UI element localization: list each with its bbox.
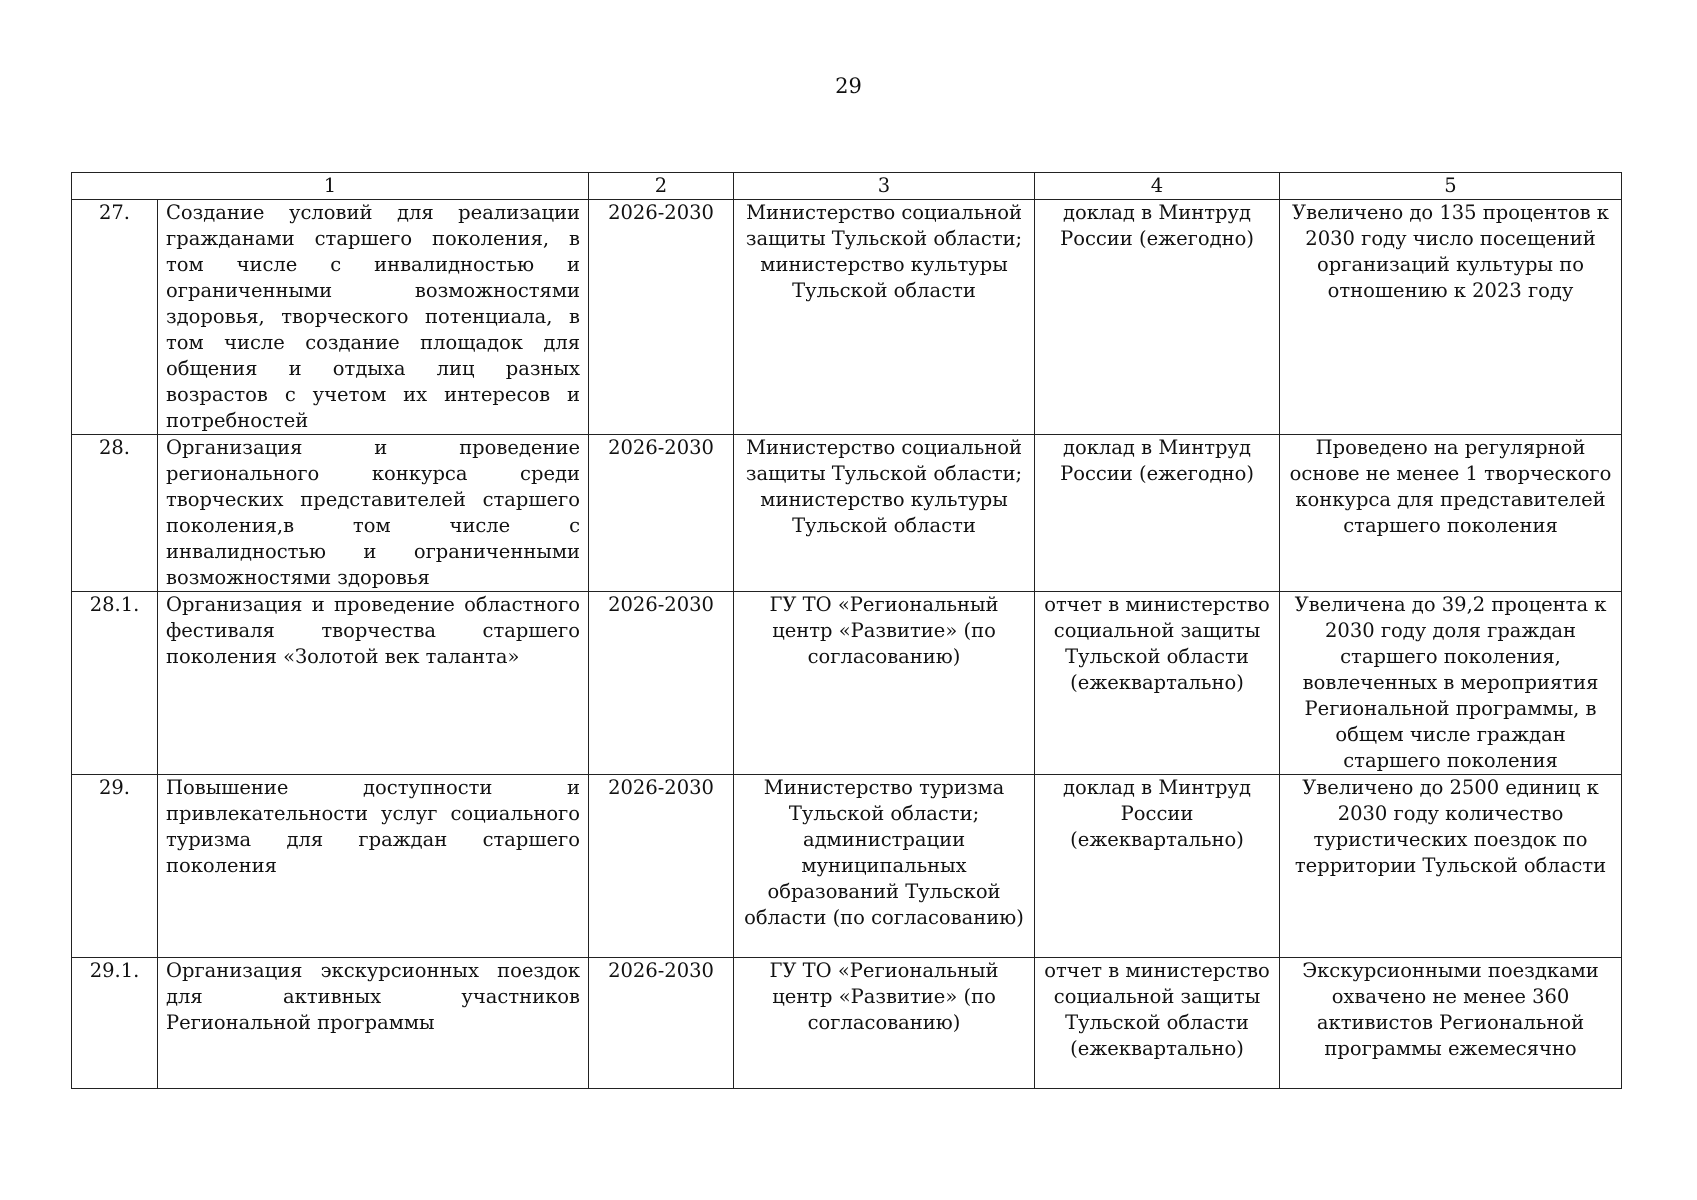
period: 2026-2030 bbox=[589, 775, 734, 958]
executor: Министерство социальной защиты Тульской области; министерство культуры Тульской области bbox=[734, 435, 1035, 592]
table-row bbox=[72, 435, 1622, 592]
executor: ГУ ТО «Региональный центр «Развитие» (по согласованию) bbox=[734, 592, 1035, 775]
expected-result: Увеличено до 135 процентов к 2030 году число посещений организаций культуры по отношению к 2023 году bbox=[1280, 200, 1622, 435]
row-number: 29.1. bbox=[72, 958, 158, 1089]
executor: Министерство социальной защиты Тульской области; министерство культуры Тульской области bbox=[734, 200, 1035, 435]
header-col-2: 2 bbox=[589, 173, 734, 200]
expected-result: Проведено на регулярной основе не менее 1 творческого конкурса для представителей старшего поколения bbox=[1280, 435, 1622, 592]
row-number: 28. bbox=[72, 435, 158, 592]
measure-name: Организация и проведение областного фестиваля творчества старшего поколения «Золотой век таланта» bbox=[158, 592, 589, 775]
table-row bbox=[72, 592, 1622, 775]
header-col-1: 1 bbox=[72, 173, 589, 200]
expected-result: Увеличено до 2500 единиц к 2030 году количество туристических поездок по территории Тульской области bbox=[1280, 775, 1622, 958]
header-col-3: 3 bbox=[734, 173, 1035, 200]
executor: Министерство туризма Тульской области; администрации муниципальных образований Тульской области (по согласованию) bbox=[734, 775, 1035, 958]
header-col-4: 4 bbox=[1035, 173, 1280, 200]
period: 2026-2030 bbox=[589, 592, 734, 775]
expected-result: Увеличена до 39,2 процента к 2030 году доля граждан старшего поколения, вовлеченных в мероприятия Региональной программы, в общем числе граждан старшего поколения bbox=[1280, 592, 1622, 775]
report-type: доклад в Минтруд России (ежеквартально) bbox=[1035, 775, 1280, 958]
report-type: отчет в министерство социальной защиты Тульской области (ежеквартально) bbox=[1035, 592, 1280, 775]
header-col-5: 5 bbox=[1280, 173, 1622, 200]
report-type: отчет в министерство социальной защиты Тульской области (ежеквартально) bbox=[1035, 958, 1280, 1089]
expected-result: Экскурсионными поездками охвачено не менее 360 активистов Региональной программы ежемесячно bbox=[1280, 958, 1622, 1089]
period: 2026-2030 bbox=[589, 435, 734, 592]
table-row bbox=[72, 775, 1622, 958]
measures-table bbox=[71, 172, 1622, 1089]
table-row bbox=[72, 958, 1622, 1089]
report-type: доклад в Минтруд России (ежегодно) bbox=[1035, 200, 1280, 435]
measure-name: Организация и проведение регионального конкурса среди творческих представителей старшего поколения,в том числе с инвалидностью и ограниченными возможностями здоровья bbox=[158, 435, 589, 592]
table-header-row bbox=[72, 173, 1622, 200]
period: 2026-2030 bbox=[589, 200, 734, 435]
row-number: 27. bbox=[72, 200, 158, 435]
measure-name: Создание условий для реализации гражданами старшего поколения, в том числе с инвалидностью и ограниченными возможностями здоровья, творческого потенциала, в том числе создание площадок для общения и отдыха лиц разных возрастов с учетом их интересов и потребностей bbox=[158, 200, 589, 435]
executor: ГУ ТО «Региональный центр «Развитие» (по согласованию) bbox=[734, 958, 1035, 1089]
page-number: 29 bbox=[835, 74, 862, 98]
measure-name: Организация экскурсионных поездок для активных участников Региональной программы bbox=[158, 958, 589, 1089]
row-number: 28.1. bbox=[72, 592, 158, 775]
report-type: доклад в Минтруд России (ежегодно) bbox=[1035, 435, 1280, 592]
period: 2026-2030 bbox=[589, 958, 734, 1089]
row-number: 29. bbox=[72, 775, 158, 958]
measure-name: Повышение доступности и привлекательности услуг социального туризма для граждан старшего поколения bbox=[158, 775, 589, 958]
table-row bbox=[72, 200, 1622, 435]
